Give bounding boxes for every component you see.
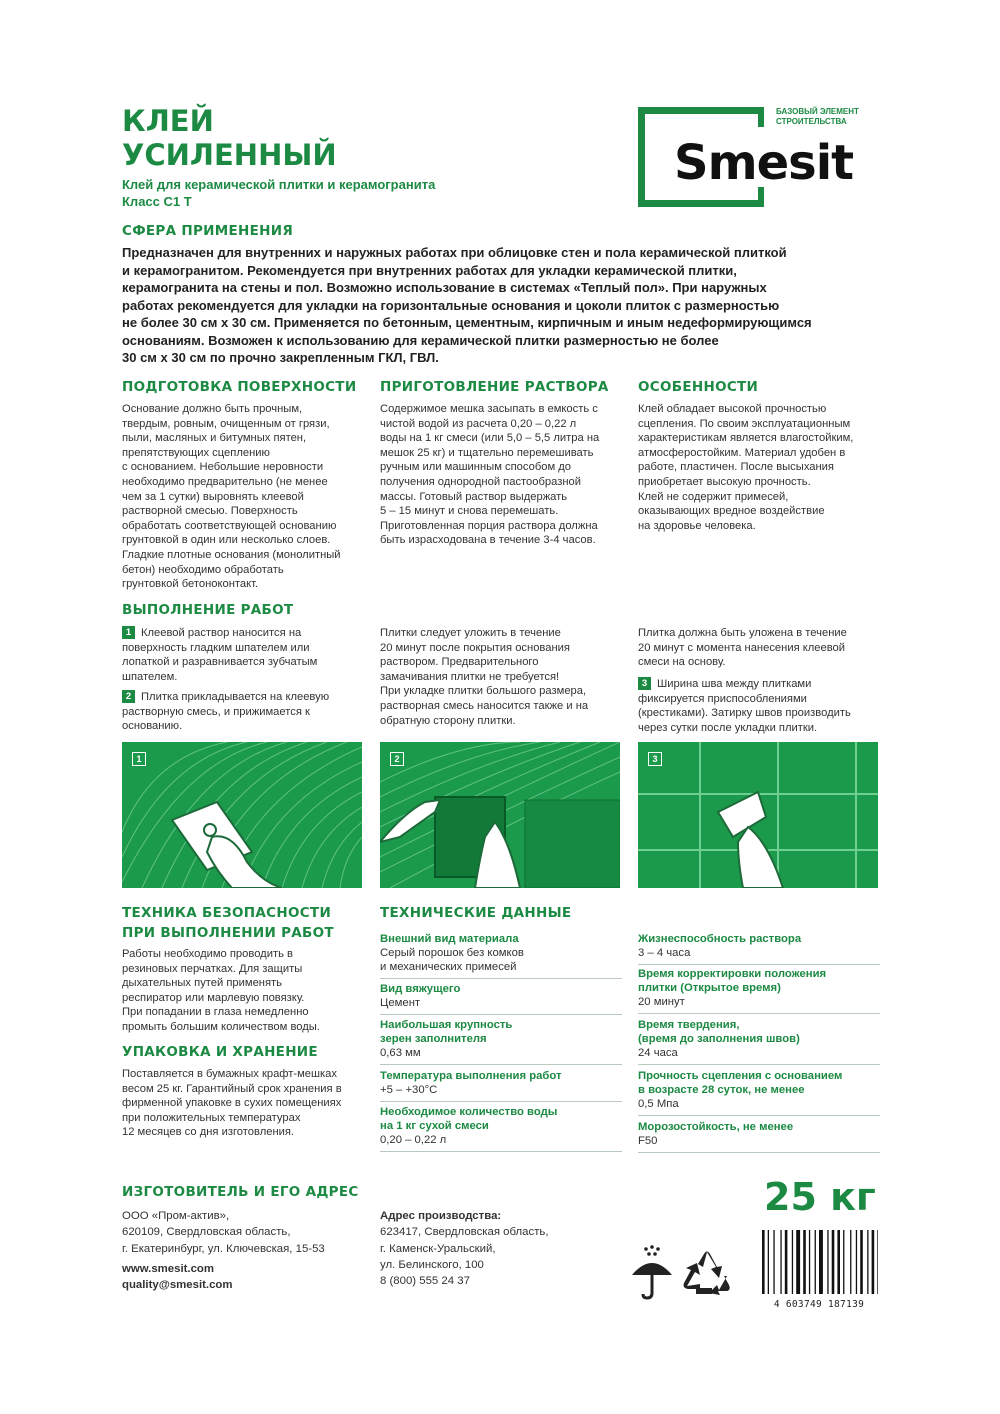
work-col2-line: раствором. Предварительного [380,656,539,669]
work-step-2 [122,690,367,734]
step-3-line-3: (крестиками). Затирку швов производить [638,707,851,720]
features-line: на здоровье человека. [638,519,756,532]
work-col-3 [638,626,883,670]
scope-line: работах рекомендуется для укладки на горизонтальные основания и цоколи плиток с размерностью [122,297,780,313]
product-subtitle [122,176,435,210]
tech-row [380,1069,622,1102]
scope-line: не более 30 см х 30 см. Применяется по бетонным, цементным, кирпичным и иным недеформирующимся [122,315,812,330]
title-line-1: КЛЕЙ [122,104,214,138]
surface-line: Гладкие плотные основания (монолитный [122,548,341,561]
tech-row [638,1120,880,1153]
work-step-3 [638,677,883,735]
tile-placing-illustration [380,742,620,888]
surface-line: Основание должно быть прочным, [122,403,303,415]
illustration-panel-1 [122,742,362,888]
mixing-line: мешок 25 кг) и тщательно перемешивать [380,446,594,459]
surface-heading: ПОДГОТОВКА ПОВЕРХНОСТИ [122,379,357,395]
scope-line: Предназначен для внутренних и наружных работах при облицовке стен и пола керамической плиткой [122,245,787,260]
title-line-2: УСИЛЕННЫЙ [122,138,337,172]
tech-row [380,932,622,979]
features-line: работе, пластичен. После высыхания [638,461,834,474]
step-2-line-2: растворную смесь, и прижимается к [122,705,310,718]
tech-label: Внешний вид материала [380,933,519,945]
surface-line: с основанием. Небольшие неровности [122,461,324,474]
safety-line: Работы необходимо проводить в [122,948,293,960]
tech-value: Серый порошок без комков [380,947,524,959]
mixing-line: ручным или машинным способом до [380,461,572,474]
tech-label: в возрасте 28 суток, не менее [638,1084,805,1096]
work-col2-line: При укладке плитки большого размера, [380,685,587,698]
tech-row [638,932,880,965]
trowel-illustration [122,742,362,888]
tech-heading: ТЕХНИЧЕСКИЕ ДАННЫЕ [380,905,572,921]
scope-line: и керамогранитом. Рекомендуется при внутренних работах для укладки керамической плитки, [122,262,737,278]
illustration-panel-2 [380,742,620,888]
features-heading: ОСОБЕННОСТИ [638,379,759,395]
tech-row [380,1105,622,1152]
mixing-line: 5 – 15 минут и снова перемешать. [380,505,559,518]
surface-text [122,402,367,592]
surface-line: грунтовкой в один или несколько слоев. [122,534,331,547]
tech-label: Необходимое количество воды [380,1106,558,1118]
work-col3-line: 20 минут с момента нанесения клеевой [638,641,846,654]
tech-value: 3 – 4 часа [638,947,691,959]
step-2-line-1: Плитка прикладывается на клеевую [141,691,330,703]
email-link[interactable]: quality@smesit.com [122,1279,233,1292]
packing-line: при положительных температурах [122,1111,301,1124]
mixing-line: Приготовленная порция раствора должна [380,519,598,532]
surface-line: твердым, ровным, очищенным от грязи, [122,417,330,430]
tech-value: 0,63 мм [380,1047,421,1059]
surface-line: пыли, масляных и битумных пятен, [122,432,307,445]
safety-heading-line-2: ПРИ ВЫПОЛНЕНИИ РАБОТ [122,925,334,941]
tech-value: и механических примесей [380,961,517,973]
tech-value: Цемент [380,997,421,1009]
mixing-line: получения однородной пастообразной [380,475,582,488]
features-line: характеристикам является влагостойким, [638,432,854,445]
features-line: оказывающих вредное воздействие [638,505,825,518]
scope-line: 30 см х 30 см по прочно закрепленным ГКЛ, ГВЛ. [122,350,439,365]
step-3-line-1: Ширина шва между плитками [657,678,812,690]
logo-frame-top-right [758,107,764,127]
surface-line: чем за 1 сутки) выровнять клеевой [122,490,304,503]
tech-row [638,1018,880,1065]
tech-label: Вид вяжущего [380,983,461,995]
surface-line: обработать соответствующей основанию [122,519,337,532]
features-text [638,402,883,533]
tech-label: (время до заполнения швов) [638,1033,800,1045]
weight-label: 25 кг [764,1175,876,1219]
panel-2-number: 2 [390,752,404,766]
mixing-line: воды на 1 кг смеси (или 5,0 – 5,5 литра на [380,432,600,445]
step-1-line-1: Клеевой раствор наносится на [141,627,302,639]
work-col2-line: растворная смесь наносится также и на [380,699,589,712]
tech-label: зерен заполнителя [380,1033,487,1045]
tech-label: на 1 кг сухой смеси [380,1120,489,1132]
panel-3-number: 3 [648,752,662,766]
brand-logo [638,107,878,209]
production-line-4: 8 (800) 555 24 37 [380,1275,470,1288]
safety-line: резиновых перчатках. Для защиты [122,962,303,975]
tech-row [638,1069,880,1116]
step-1-badge: 1 [122,626,135,639]
packing-line: 12 месяцев со дня изготовления. [122,1126,295,1139]
step-2-line-3: основанию. [122,720,183,733]
surface-line: растворной смесью. Поверхность [122,505,298,518]
tech-value: 0,5 Мпа [638,1098,679,1110]
work-col-2 [380,626,625,728]
umbrella-rain-icon [630,1245,674,1301]
tech-value: 24 часа [638,1047,678,1059]
step-1-line-2: поверхность гладким шпателем или [122,641,310,654]
mixing-line: Содержимое мешка засыпать в емкость с [380,403,598,415]
tech-row [380,982,622,1015]
surface-line: необходимо предварительно (не менее [122,475,328,488]
work-heading: ВЫПОЛНЕНИЕ РАБОТ [122,602,294,618]
production-address [380,1208,620,1289]
recycle-icon [682,1250,732,1298]
step-1-line-3: лопаткой и разравнивается зубчатым [122,656,318,669]
maker-address [122,1208,372,1293]
features-line: приобретает высокую прочность. [638,475,811,488]
tagline-line-1: БАЗОВЫЙ ЭЛЕМЕНТ [776,107,859,116]
surface-line: грунтовкой бетоноконтакт. [122,578,259,591]
mixing-line: массы. Готовый раствор выдержать [380,490,568,503]
illustration-panel-3 [638,742,878,888]
panel-1-number: 1 [132,752,146,766]
packing-text [122,1067,367,1140]
safety-line: дыхательных путей применять [122,977,282,990]
grouting-illustration [638,742,878,888]
safety-line: респиратор или марлевую повязку. [122,991,305,1004]
step-3-line-2: фиксируется приспособлениями [638,692,807,705]
safety-heading-line-1: ТЕХНИКА БЕЗОПАСНОСТИ [122,905,332,921]
tech-label: плитки (Открытое время) [638,982,781,994]
production-heading: Адрес производства: [380,1210,502,1222]
tech-label: Температура выполнения работ [380,1070,562,1082]
tech-label: Морозостойкость, не менее [638,1121,794,1133]
tech-label: Прочность сцепления с основанием [638,1070,843,1082]
class-label: Класс С1 Т [122,194,192,209]
packing-heading: УПАКОВКА И ХРАНЕНИЕ [122,1044,318,1060]
product-title [122,104,337,172]
grouting-hand [738,827,783,888]
step-3-line-4: через сутки после укладки плитки. [638,721,818,734]
tech-value: +5 – +30°С [380,1084,438,1096]
tech-label: Время твердения, [638,1019,740,1031]
barcode-number: 4 603749 187139 [773,1299,865,1310]
scope-line: керамогранита на стены и пол. Возможно использование в системах «Теплый пол». При наружных [122,280,767,295]
subtitle-text: Клей для керамической плитки и керамогранита [122,177,436,192]
safety-text [122,947,367,1035]
tech-value: 20 минут [638,996,685,1008]
tech-row [380,1018,622,1065]
work-col2-line: замачивания плитки не требуется! [380,670,560,683]
step-3-badge: 3 [638,677,651,690]
logo-wordmark: Smesit [674,135,854,191]
work-col2-line: 20 минут после покрытия основания [380,641,570,654]
barcode-bars [760,1230,878,1294]
scope-line: основаниям. Возможен к использованию для керамической плитки размерностью не более [122,332,719,348]
features-line: Клей не содержит примесей, [638,490,789,503]
work-step-1 [122,626,367,684]
work-col2-line: Плитки следует уложить в течение [380,627,561,639]
mixing-line: быть израсходована в течение 3-4 часов. [380,534,596,547]
step-2-badge: 2 [122,690,135,703]
maker-line-1: ООО «Пром-актив», [122,1210,230,1222]
barcode [760,1230,878,1308]
mixing-heading: ПРИГОТОВЛЕНИЕ РАСТВОРА [380,379,609,395]
maker-line-2: 620109, Свердловская область, [122,1226,291,1239]
tech-value: 0,20 – 0,22 л [380,1134,447,1146]
placed-tile [525,800,620,888]
maker-line-3: г. Екатеринбург, ул. Ключевская, 15-53 [122,1242,325,1255]
surface-line: бетон) необходимо обработать [122,563,284,576]
tagline-line-2: СТРОИТЕЛЬСТВА [776,117,847,126]
step-1-line-4: шпателем. [122,670,178,683]
surface-line: препятствующих сцеплению [122,446,270,459]
tech-label: Жизнеспособность раствора [638,933,802,945]
work-col3-line: Плитка должна быть уложена в течение [638,627,847,639]
features-line: сцепления. По своим эксплуатационным [638,417,851,430]
safety-line: промыть большим количеством воды. [122,1020,320,1033]
safety-line: При попадании в глаза немедленно [122,1006,309,1019]
packing-line: весом 25 кг. Гарантийный срок хранения в [122,1082,342,1095]
production-line-1: 623417, Свердловская область, [380,1226,549,1239]
tech-value: F50 [638,1135,658,1147]
work-col2-line: обратную сторону плитки. [380,714,516,727]
left-hand [380,800,440,842]
logo-tagline [776,107,859,127]
features-line: Клей обладает высокой прочностью [638,403,827,415]
scope-heading: СФЕРА ПРИМЕНЕНИЯ [122,223,294,239]
mixing-text [380,402,625,548]
production-line-2: г. Каменск-Уральский, [380,1242,496,1255]
mixing-line: чистой водой из расчета 0,20 – 0,22 л [380,417,577,430]
website-link[interactable]: www.smesit.com [122,1262,214,1275]
tech-label: Время корректировки положения [638,968,827,980]
scope-text [122,244,882,367]
tech-row [638,967,880,1014]
packing-line: фирменной упаковке в сухих помещениях [122,1097,342,1110]
maker-heading: ИЗГОТОВИТЕЛЬ И ЕГО АДРЕС [122,1184,359,1200]
features-line: атмосферостойким. Материал удобен в [638,446,846,459]
packing-line: Поставляется в бумажных крафт-мешках [122,1068,337,1080]
production-line-3: ул. Белинского, 100 [380,1258,484,1271]
work-col3-line: смеси на основу. [638,656,726,669]
safety-heading [122,903,334,943]
tech-label: Наибольшая крупность [380,1019,513,1031]
spatula-blade [718,792,766,837]
